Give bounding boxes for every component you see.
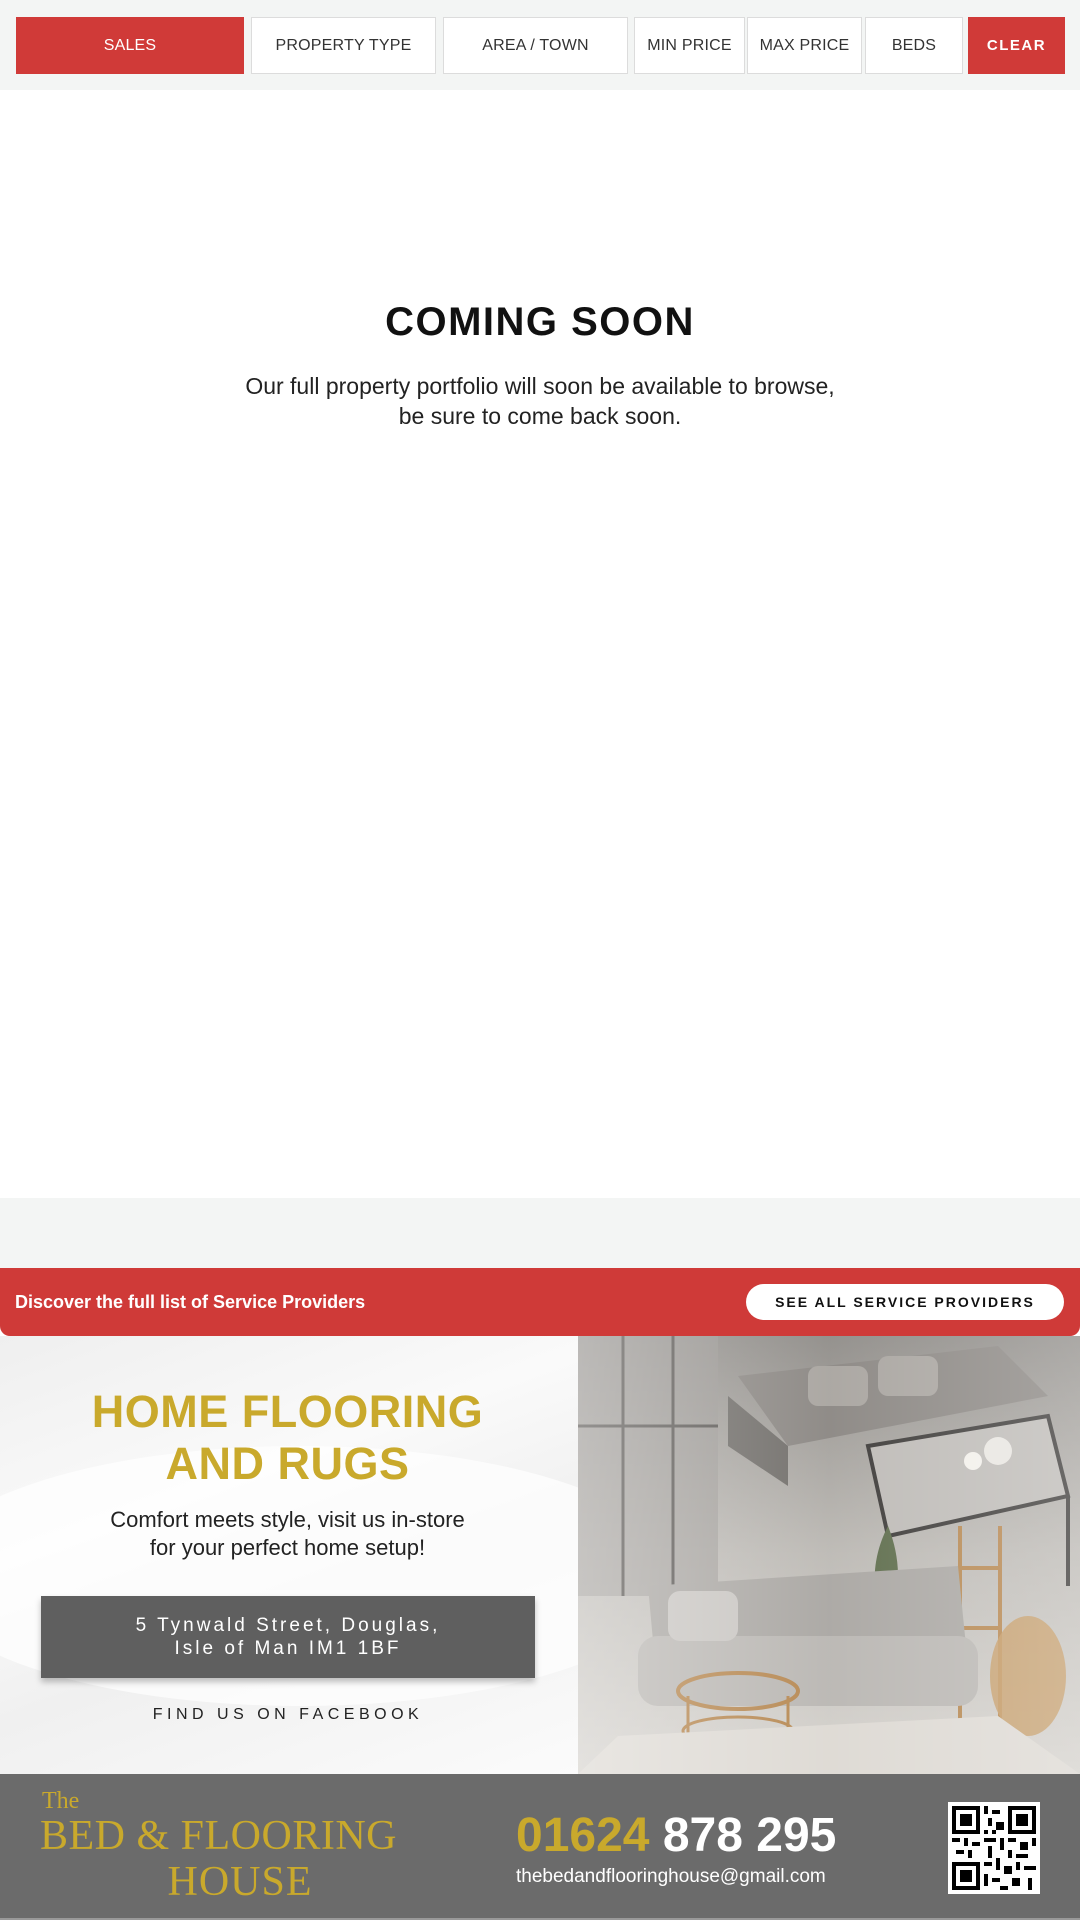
service-providers-text: Discover the full list of Service Providers xyxy=(15,1291,366,1312)
living-room-illustration xyxy=(578,1336,1080,1774)
property-type-filter[interactable]: PROPERTY TYPE xyxy=(251,17,436,74)
see-all-service-providers-button[interactable]: SEE ALL SERVICE PROVIDERS xyxy=(746,1284,1064,1320)
phone-main: 878 295 xyxy=(662,1809,837,1862)
section-divider xyxy=(0,1198,1080,1268)
advert-headline xyxy=(30,1386,545,1490)
beds-filter[interactable]: BEDS xyxy=(865,17,963,74)
address-line2: Isle of Man IM1 1BF xyxy=(174,1638,402,1659)
qr-code-icon xyxy=(948,1802,1040,1894)
advert-subtitle-line2: for your perfect home setup! xyxy=(149,1535,426,1560)
service-providers-banner xyxy=(0,1268,1080,1336)
advert-headline-line2: AND RUGS xyxy=(165,1438,410,1489)
advert-headline-line1: HOME FLOORING xyxy=(91,1386,484,1437)
advert-banner[interactable] xyxy=(0,1336,1080,1920)
sales-filter-button[interactable]: SALES xyxy=(16,17,244,74)
phone-prefix: 01624 xyxy=(516,1809,650,1862)
living-room-photo xyxy=(578,1336,1080,1774)
address-line1: 5 Tynwald Street, Douglas, xyxy=(135,1615,441,1636)
filter-bar xyxy=(0,0,1080,90)
min-price-filter[interactable]: MIN PRICE xyxy=(634,17,745,74)
brand-logo-line1: BED & FLOORING xyxy=(40,1813,398,1859)
coming-soon-section xyxy=(0,300,1080,431)
max-price-filter[interactable]: MAX PRICE xyxy=(747,17,862,74)
advert-subtitle-line1: Comfort meets style, visit us in-store xyxy=(110,1507,465,1532)
phone-number[interactable] xyxy=(516,1808,836,1863)
advert-text-panel xyxy=(0,1336,578,1774)
area-town-filter[interactable]: AREA / TOWN xyxy=(443,17,628,74)
page-title: COMING SOON xyxy=(385,300,695,344)
email-address[interactable]: thebedandflooringhouse@gmail.com xyxy=(516,1866,826,1887)
brand-logo-line2: HOUSE xyxy=(167,1859,313,1905)
facebook-link[interactable]: FIND US ON FACEBOOK xyxy=(152,1706,424,1723)
advert-subtitle xyxy=(50,1506,525,1562)
clear-button[interactable]: CLEAR xyxy=(968,17,1065,74)
coming-soon-message: Our full property portfolio will soon be available to browse, be sure to come back soon. xyxy=(245,373,835,429)
address-box xyxy=(41,1596,535,1678)
advert-brand-bar xyxy=(0,1774,1080,1920)
brand-logo-the: The xyxy=(42,1788,80,1814)
